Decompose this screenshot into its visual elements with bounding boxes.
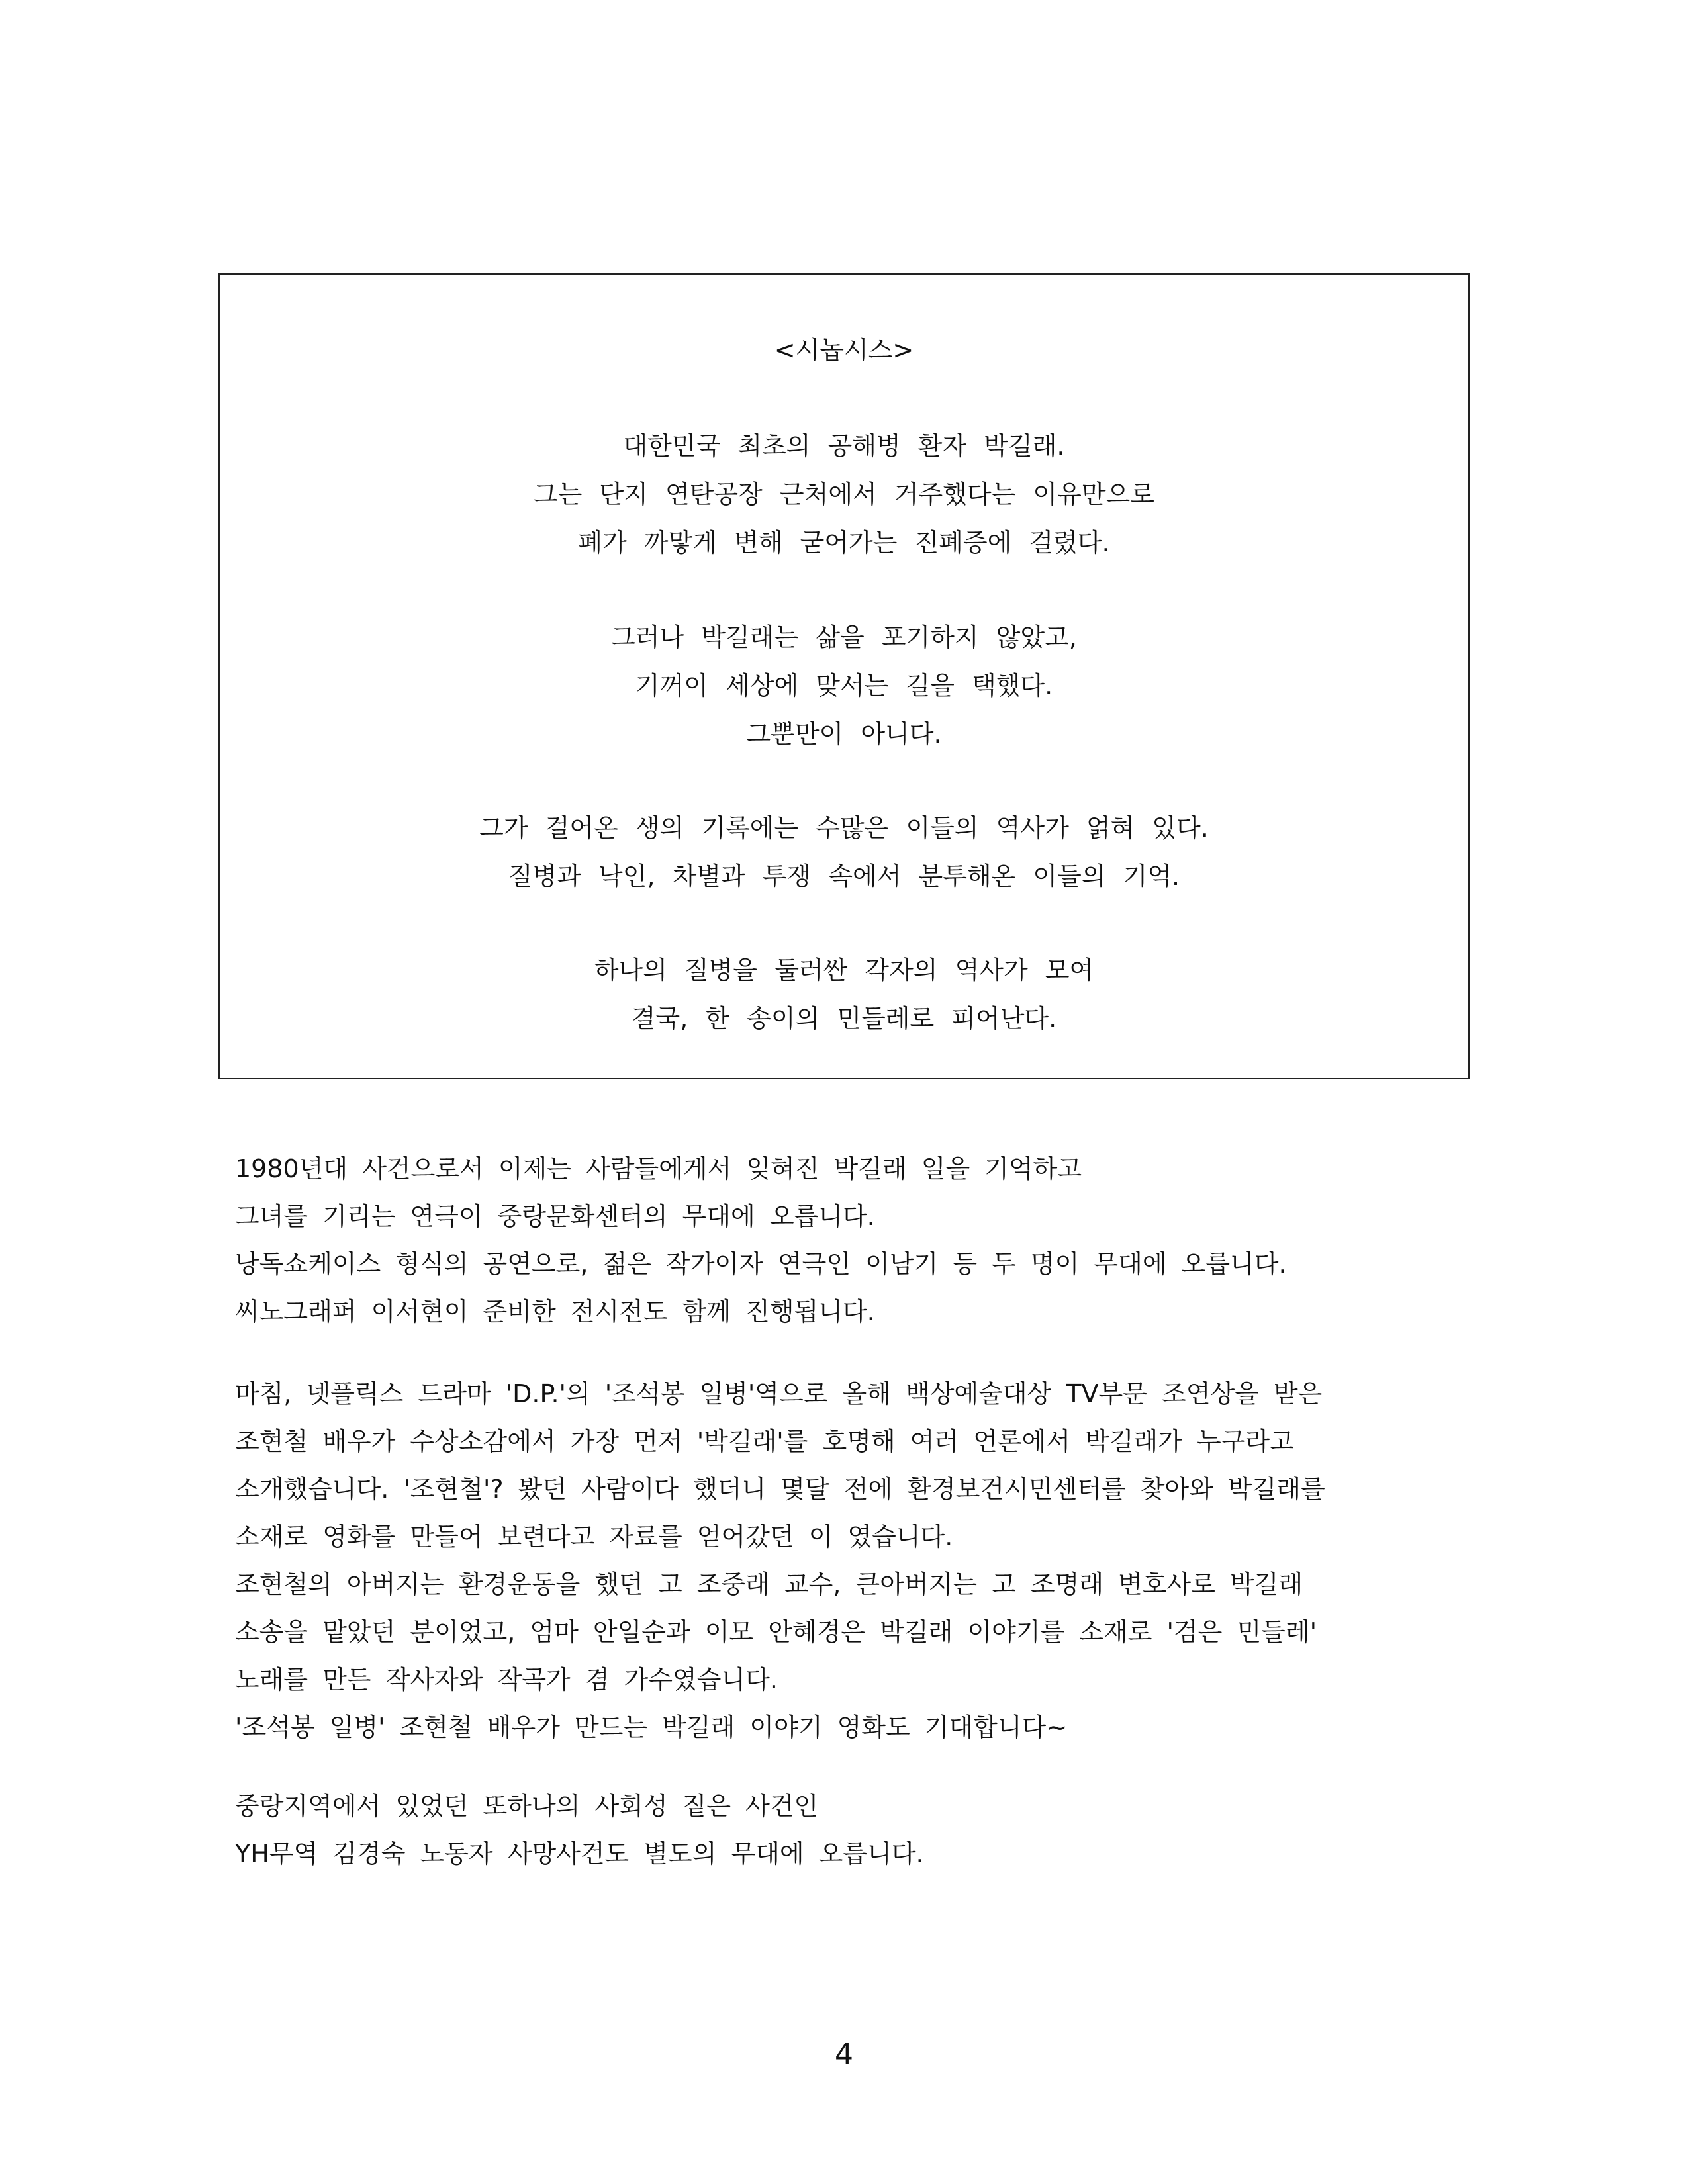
- body-line: 그녀를 기리는 연극이 중랑문화센터의 무대에 오릅니다.: [235, 1202, 875, 1231]
- body-line: YH무역 김경숙 노동자 사망사건도 별도의 무대에 오릅니다.: [235, 1839, 924, 1868]
- body-line: '조석봉 일병' 조현철 배우가 만드는 박길래 이야기 영화도 기대합니다~: [235, 1713, 1068, 1742]
- synopsis-line: 그러나 박길래는 삶을 포기하지 않았고,: [611, 623, 1077, 652]
- body-line: 씨노그래퍼 이서현이 준비한 전시전도 함께 진행됩니다.: [235, 1297, 875, 1326]
- synopsis-line: 기꺼이 세상에 맞서는 길을 택했다.: [635, 671, 1053, 700]
- body-line: 중랑지역에서 있었던 또하나의 사회성 짙은 사건인: [235, 1792, 819, 1821]
- body-line: 조현철의 아버지는 환경운동을 했던 고 조중래 교수, 큰아버지는 고 조명래 변호사로 박길래: [235, 1570, 1303, 1599]
- page-number: 4: [835, 2038, 853, 2071]
- synopsis-paragraph-2: [220, 614, 1468, 758]
- body-line: 소송을 맡았던 분이었고, 엄마 안일순과 이모 안혜경은 박길래 이야기를 소재로 '검은 민들레': [235, 1617, 1317, 1647]
- body-line: 마침, 넷플릭스 드라마 'D.P.'의 '조석봉 일병'역으로 올해 백상예술대상 TV부문 조연상을 받은: [235, 1379, 1323, 1408]
- body-paragraph-1: [235, 1145, 1466, 1336]
- synopsis-line: 질병과 낙인, 차별과 투쟁 속에서 분투해온 이들의 기억.: [508, 862, 1180, 891]
- body-line: 낭독쇼케이스 형식의 공연으로, 젊은 작가이자 연극인 이남기 등 두 명이 무대에 오릅니다.: [235, 1250, 1287, 1279]
- synopsis-paragraph-1: [220, 422, 1468, 567]
- body-line: 노래를 만든 작사자와 작곡가 겸 가수였습니다.: [235, 1665, 778, 1694]
- synopsis-paragraph-4: [220, 946, 1468, 1043]
- body-paragraph-2: [235, 1370, 1466, 1751]
- synopsis-line: 결국, 한 송이의 민들레로 피어난다.: [631, 1004, 1057, 1033]
- synopsis-box: [218, 273, 1470, 1079]
- synopsis-line: 그가 걸어온 생의 기록에는 수많은 이들의 역사가 얽혀 있다.: [479, 813, 1209, 842]
- synopsis-line: 폐가 까맣게 변해 굳어가는 진폐증에 걸렸다.: [578, 528, 1110, 557]
- synopsis-line: 그는 단지 연탄공장 근처에서 거주했다는 이유만으로: [534, 480, 1154, 509]
- body-line: 소재로 영화를 만들어 보련다고 자료를 얻어갔던 이 였습니다.: [235, 1522, 953, 1551]
- synopsis-paragraph-3: [220, 804, 1468, 901]
- body-line: 소개했습니다. '조현철'? 봤던 사람이다 했더니 몇달 전에 환경보건시민센터를 찾아와 박길래를: [235, 1475, 1325, 1504]
- synopsis-line: 그뿐만이 아니다.: [746, 719, 942, 749]
- synopsis-line: 하나의 질병을 둘러싼 각자의 역사가 모여: [594, 956, 1094, 985]
- body-line: 1980년대 사건으로서 이제는 사람들에게서 잊혀진 박길래 일을 기억하고: [235, 1154, 1082, 1183]
- synopsis-title: <시놉시스>: [774, 336, 914, 365]
- body-paragraph-3: [235, 1782, 1466, 1878]
- synopsis-line: 대한민국 최초의 공해병 환자 박길래.: [623, 432, 1065, 461]
- body-line: 조현철 배우가 수상소감에서 가장 먼저 '박길래'를 호명해 여러 언론에서 박길래가 누구라고: [235, 1427, 1294, 1456]
